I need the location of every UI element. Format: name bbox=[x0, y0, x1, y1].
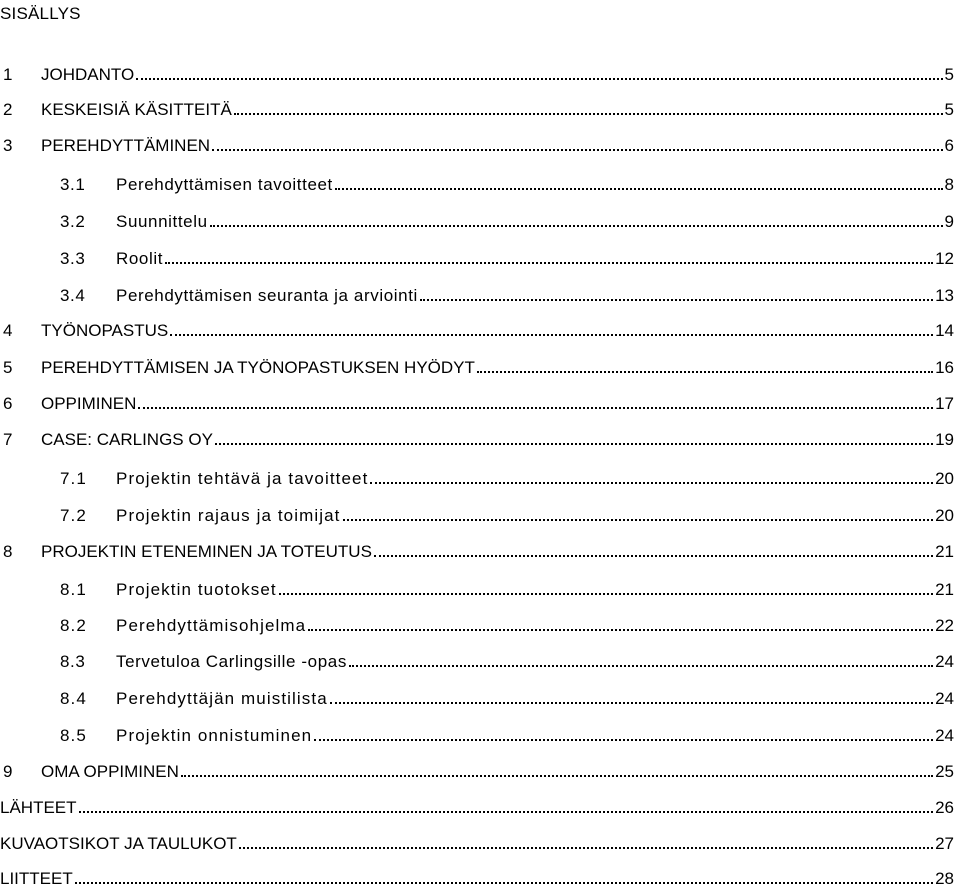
toc-entry-page: 16 bbox=[935, 358, 954, 377]
toc-entry[interactable] bbox=[0, 832, 954, 854]
dot-leader bbox=[215, 443, 933, 445]
toc-entry-title: JOHDANTO bbox=[41, 65, 135, 84]
dot-leader bbox=[75, 882, 933, 884]
toc-entry-title: Perehdyttäjän muistilista bbox=[116, 689, 328, 708]
toc-entry[interactable] bbox=[0, 578, 954, 600]
toc-entry-number: 3.1 bbox=[60, 175, 86, 194]
toc-entry[interactable] bbox=[0, 504, 954, 526]
toc-entry-page: 24 bbox=[935, 726, 954, 745]
toc-entry-page: 21 bbox=[935, 580, 954, 599]
toc-entry-number: 8.4 bbox=[60, 689, 87, 708]
dot-leader bbox=[165, 262, 933, 264]
toc-entry-number: 3.2 bbox=[60, 212, 86, 231]
toc-entry-title: LIITTEET bbox=[0, 869, 73, 888]
dot-leader bbox=[349, 665, 933, 667]
toc-entry-page: 12 bbox=[935, 249, 954, 268]
toc-entry-title: Projektin tuotokset bbox=[116, 580, 277, 599]
toc-entry-number: 3.4 bbox=[60, 286, 86, 305]
toc-entry-page: 6 bbox=[944, 136, 954, 155]
dot-leader bbox=[374, 555, 933, 557]
toc-entry[interactable] bbox=[0, 467, 954, 489]
toc-entry[interactable] bbox=[0, 540, 954, 562]
toc-entry-title: Perehdyttämisen seuranta ja arviointi bbox=[116, 286, 418, 305]
toc-entry-number: 2 bbox=[3, 100, 13, 119]
dot-leader bbox=[420, 299, 933, 301]
toc-entry-title: Tervetuloa Carlingsille -opas bbox=[116, 652, 347, 671]
toc-entry-number: 8.3 bbox=[60, 652, 86, 671]
toc-heading: SISÄLLYS bbox=[0, 4, 81, 23]
toc-entry-page: 22 bbox=[935, 616, 954, 635]
toc-entry[interactable] bbox=[0, 356, 954, 378]
toc-entry[interactable] bbox=[0, 687, 954, 709]
toc-entry-number: 3 bbox=[3, 136, 13, 155]
toc-entry[interactable] bbox=[0, 867, 954, 889]
toc-entry-page: 5 bbox=[944, 65, 954, 84]
toc-entry-page: 8 bbox=[944, 175, 954, 194]
toc-entry-number: 9 bbox=[3, 762, 13, 781]
toc-entry[interactable] bbox=[0, 650, 954, 672]
toc-entry-title: KESKEISIÄ KÄSITTEITÄ bbox=[41, 100, 232, 119]
toc-entry-page: 20 bbox=[935, 506, 954, 525]
toc-entry-page: 13 bbox=[935, 286, 954, 305]
toc-entry[interactable] bbox=[0, 428, 954, 450]
toc-entry-number: 4 bbox=[3, 321, 13, 340]
toc-entry-title: TYÖNOPASTUS bbox=[41, 321, 169, 340]
toc-entry[interactable] bbox=[0, 63, 954, 85]
toc-entry-title: KUVAOTSIKOT JA TAULUKOT bbox=[0, 834, 237, 853]
dot-leader bbox=[279, 593, 933, 595]
dot-leader bbox=[308, 629, 933, 631]
toc-entry-page: 24 bbox=[935, 652, 954, 671]
toc-entry-page: 14 bbox=[935, 321, 954, 340]
toc-entry[interactable] bbox=[0, 319, 954, 341]
toc-entry-title: Perehdyttämisen tavoitteet bbox=[116, 175, 333, 194]
toc-entry-title: Projektin rajaus ja toimijat bbox=[116, 506, 341, 525]
dot-leader bbox=[477, 371, 933, 373]
toc-entry[interactable] bbox=[0, 98, 954, 120]
dot-leader bbox=[138, 407, 933, 409]
toc-entry-page: 19 bbox=[935, 430, 954, 449]
toc-entry-number: 6 bbox=[3, 394, 13, 413]
dot-leader bbox=[343, 519, 934, 521]
toc-entry[interactable] bbox=[0, 796, 954, 818]
toc-entry[interactable] bbox=[0, 134, 954, 156]
toc-entry[interactable] bbox=[0, 173, 954, 195]
dot-leader bbox=[370, 482, 933, 484]
toc-entry-number: 8.5 bbox=[60, 726, 87, 745]
toc-entry-number: 8.2 bbox=[60, 616, 87, 635]
toc-entry-number: 7.1 bbox=[60, 469, 87, 488]
toc-entry-page: 9 bbox=[944, 212, 954, 231]
toc-entry-page: 24 bbox=[935, 689, 954, 708]
toc-entry-title: OMA OPPIMINEN bbox=[41, 762, 179, 781]
toc-entry-page: 5 bbox=[944, 100, 954, 119]
toc-entry[interactable] bbox=[0, 760, 954, 782]
toc-entry-page: 20 bbox=[935, 469, 954, 488]
toc-entry-title: PEREHDYTTÄMISEN JA TYÖNOPASTUKSEN HYÖDYT bbox=[41, 358, 475, 377]
dot-leader bbox=[314, 739, 933, 741]
toc-entry-title: PROJEKTIN ETENEMINEN JA TOTEUTUS bbox=[41, 542, 372, 561]
toc-entry-number: 5 bbox=[3, 358, 13, 377]
toc-entry-title: CASE: CARLINGS OY bbox=[41, 430, 213, 449]
toc-entry[interactable] bbox=[0, 210, 954, 232]
toc-entry-title: OPPIMINEN bbox=[41, 394, 137, 413]
dot-leader bbox=[212, 149, 942, 151]
toc-entry-number: 3.3 bbox=[60, 249, 86, 268]
toc-entry-number: 8.1 bbox=[60, 580, 87, 599]
toc-entry-page: 25 bbox=[935, 762, 954, 781]
toc-entry-page: 17 bbox=[935, 394, 954, 413]
toc-entry-page: 21 bbox=[935, 542, 954, 561]
toc-entry-title: Suunnittelu bbox=[116, 212, 208, 231]
dot-leader bbox=[335, 188, 943, 190]
toc-entry-page: 28 bbox=[935, 869, 954, 888]
toc-entry-title: Projektin onnistuminen bbox=[116, 726, 313, 745]
toc-entry-number: 1 bbox=[3, 65, 13, 84]
toc-entry[interactable] bbox=[0, 247, 954, 269]
toc-entry-title: Perehdyttämisohjelma bbox=[116, 616, 307, 635]
dot-leader bbox=[234, 113, 943, 115]
toc-entry-page: 27 bbox=[935, 834, 954, 853]
toc-entry-number: 8 bbox=[3, 542, 13, 561]
toc-entry-title: Roolit bbox=[116, 249, 164, 268]
dot-leader bbox=[136, 78, 942, 80]
dot-leader bbox=[181, 775, 933, 777]
dot-leader bbox=[239, 847, 933, 849]
dot-leader bbox=[79, 811, 934, 813]
toc-entry-title: LÄHTEET bbox=[0, 798, 77, 817]
toc-entry[interactable] bbox=[0, 284, 954, 306]
toc-entry[interactable] bbox=[0, 724, 954, 746]
toc-entry-number: 7.2 bbox=[60, 506, 87, 525]
dot-leader bbox=[170, 334, 933, 336]
dot-leader bbox=[330, 702, 933, 704]
toc-entry-number: 7 bbox=[3, 430, 13, 449]
toc-entry-title: Projektin tehtävä ja tavoitteet bbox=[116, 469, 369, 488]
toc-entry-page: 26 bbox=[935, 798, 954, 817]
toc-entry[interactable] bbox=[0, 614, 954, 636]
toc-entry[interactable] bbox=[0, 392, 954, 414]
toc-entry-title: PEREHDYTTÄMINEN bbox=[41, 136, 211, 155]
dot-leader bbox=[210, 225, 943, 227]
